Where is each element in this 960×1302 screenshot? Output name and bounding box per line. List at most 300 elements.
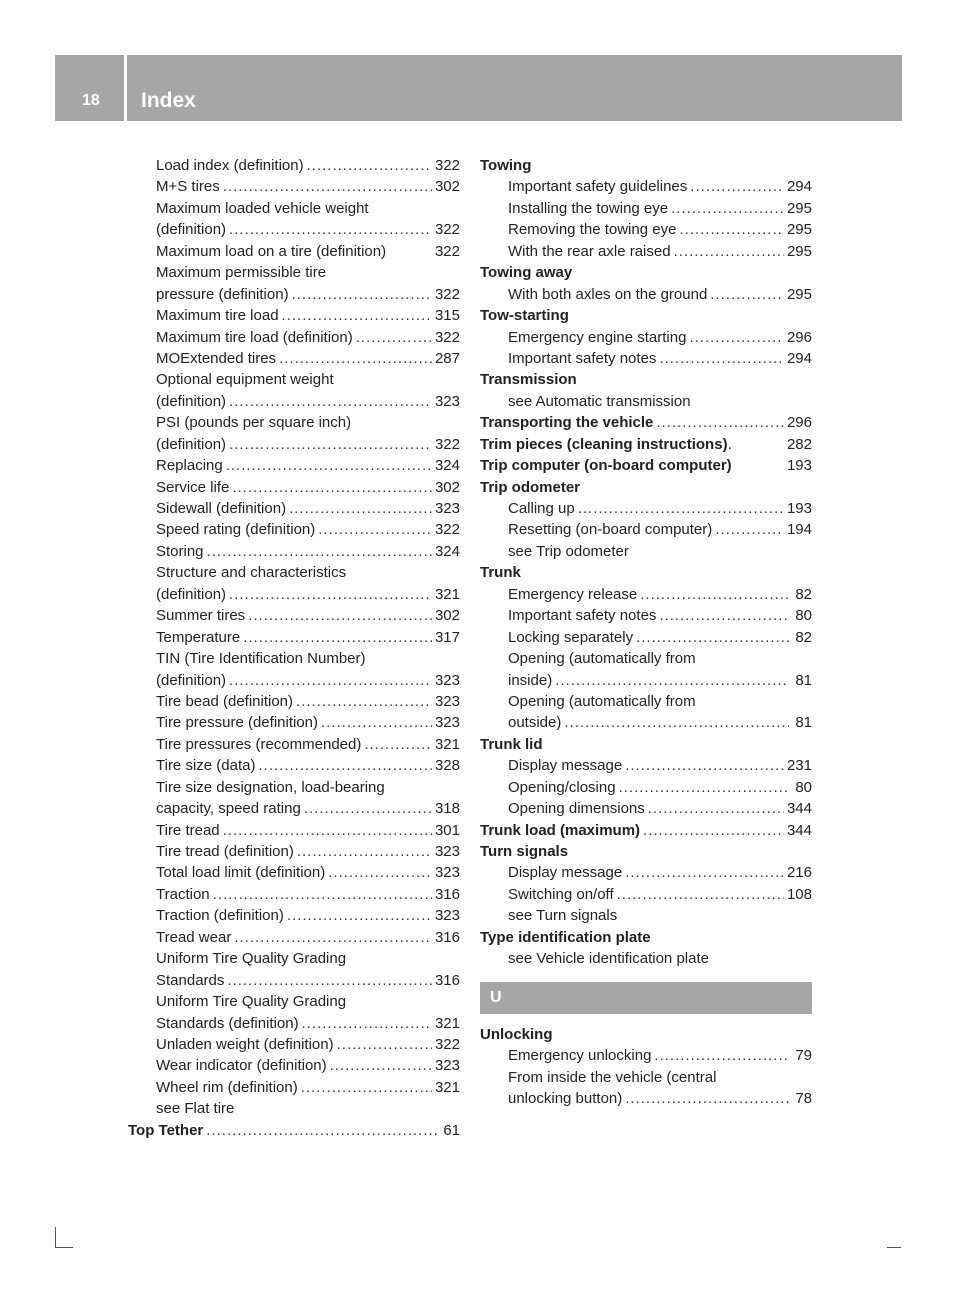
dot-leader <box>282 305 432 326</box>
index-subentry <box>128 755 460 776</box>
index-subentry <box>128 605 460 626</box>
index-subentry <box>480 862 812 883</box>
index-subentry <box>128 1034 460 1055</box>
entry-text: Tire tread (definition) <box>156 843 294 860</box>
index-subentry <box>480 1067 812 1088</box>
dot-leader <box>337 1034 432 1055</box>
index-entry <box>480 412 812 433</box>
entry-text: Opening/closing <box>508 778 616 796</box>
entry-text: PSI (pounds per square inch) <box>156 414 352 432</box>
crop-mark-right <box>887 1247 901 1248</box>
dot-leader <box>229 391 432 412</box>
dot-leader <box>304 798 432 819</box>
index-subentry <box>480 755 812 776</box>
index-subentry <box>480 798 812 819</box>
entry-text: Locking separately <box>508 628 634 646</box>
index-subentry <box>128 241 460 262</box>
letter-section-band: U <box>480 982 812 1014</box>
index-subentry <box>128 434 460 455</box>
index-subentry <box>128 219 460 240</box>
page-reference: 321 <box>434 1078 460 1096</box>
dot-leader <box>659 348 784 369</box>
entry-text: Optional equipment weight <box>156 371 334 389</box>
index-subentry <box>128 862 460 883</box>
index-subentry <box>128 477 460 498</box>
page-reference: 323 <box>434 714 460 732</box>
index-subentry <box>128 198 460 219</box>
dot-leader: . <box>727 435 732 453</box>
index-subentry <box>128 927 460 948</box>
dot-leader <box>679 219 784 240</box>
index-subentry <box>128 455 460 476</box>
index-subentry <box>128 777 460 798</box>
dot-leader <box>258 755 431 776</box>
entry-text: Important safety notes <box>508 607 657 625</box>
index-subentry <box>480 541 812 562</box>
entry-text: Sidewall (definition) <box>156 500 287 517</box>
index-subentry <box>480 348 812 369</box>
entry-text: Speed rating (definition) <box>156 521 316 539</box>
entry-text: With the rear axle raised <box>508 242 671 260</box>
page-reference: 321 <box>434 585 460 603</box>
page-reference: 295 <box>786 242 812 260</box>
entry-text: Service life <box>156 478 230 496</box>
page-reference: 231 <box>786 757 812 775</box>
dot-leader <box>321 712 432 733</box>
dot-leader <box>715 519 784 540</box>
entry-text: Opening (automatically from <box>508 650 696 668</box>
page-reference: 323 <box>434 907 460 925</box>
dot-leader <box>555 670 789 691</box>
entry-text: Traction <box>156 885 210 903</box>
crop-mark-vertical <box>55 1227 56 1248</box>
entry-text: (definition) <box>156 392 227 410</box>
dot-leader <box>636 627 789 648</box>
index-subentry <box>128 155 460 176</box>
dot-leader <box>289 498 432 519</box>
page-reference: 324 <box>434 457 460 475</box>
page-number: 18 <box>82 92 100 109</box>
index-subentry <box>480 627 812 648</box>
index-subentry <box>128 884 460 905</box>
entry-text: Total load limit (definition) <box>156 864 326 882</box>
index-subentry <box>480 519 812 540</box>
entry-text: (definition) <box>156 671 227 689</box>
entry-text: Opening (automatically from <box>508 692 696 710</box>
entry-text: (definition) <box>156 221 227 239</box>
entry-text: Towing <box>480 157 532 174</box>
page-reference: 318 <box>434 800 460 818</box>
entry-text: Turn signals <box>480 843 569 860</box>
section-title: Index <box>141 89 196 112</box>
entry-text: Transmission <box>480 371 577 389</box>
dot-leader <box>297 841 432 862</box>
page-reference: 323 <box>434 843 460 860</box>
entry-text: With both axles on the ground <box>508 285 708 303</box>
page-reference: 316 <box>434 928 460 946</box>
page-reference: 194 <box>786 521 812 539</box>
entry-text: Emergency unlocking <box>508 1047 652 1065</box>
index-subentry <box>128 391 460 412</box>
dot-leader <box>223 820 432 841</box>
index-subentry <box>480 1088 812 1109</box>
index-subentry <box>480 712 812 733</box>
entry-text: Tire pressures (recommended) <box>156 735 362 753</box>
dot-leader <box>656 412 784 433</box>
dot-leader <box>318 519 432 540</box>
index-subentry <box>480 670 812 691</box>
dot-leader <box>671 198 784 219</box>
page-reference: 321 <box>434 1014 460 1032</box>
index-subentry <box>480 241 812 262</box>
index-subentry <box>128 841 460 862</box>
page-reference: 323 <box>434 1057 460 1075</box>
entry-text: Uniform Tire Quality Grading <box>156 950 347 968</box>
page-reference: 216 <box>786 864 812 882</box>
page-reference: 322 <box>434 1035 460 1053</box>
page-reference: 316 <box>434 971 460 989</box>
index-subentry <box>128 562 460 583</box>
index-subentry <box>128 734 460 755</box>
dot-leader <box>287 905 432 926</box>
entry-text: Wheel rim (definition) <box>156 1078 298 1096</box>
dot-leader <box>564 712 789 733</box>
index-entry <box>480 262 812 283</box>
entry-text: Important safety guidelines <box>508 178 688 196</box>
entry-text: capacity, speed rating <box>156 800 301 818</box>
dot-leader <box>207 541 432 562</box>
index-subentry <box>128 498 460 519</box>
index-subentry <box>480 391 812 412</box>
entry-text: pressure (definition) <box>156 285 289 303</box>
entry-text: see Flat tire <box>156 1100 235 1118</box>
index-subentry <box>128 1055 460 1076</box>
page-reference: 322 <box>434 285 460 303</box>
index-entry <box>480 734 812 755</box>
index-entry <box>480 434 812 455</box>
index-entry <box>480 1024 812 1045</box>
page-reference: 282 <box>786 435 812 453</box>
entry-text: Temperature <box>156 628 241 646</box>
index-entry <box>480 369 812 390</box>
entry-text: Transporting the vehicle <box>480 414 654 432</box>
dot-leader <box>625 1088 789 1109</box>
index-entry <box>128 1120 460 1141</box>
entry-text: (definition) <box>156 585 227 603</box>
entry-text: Trunk <box>480 564 521 582</box>
index-subentry <box>128 584 460 605</box>
entry-text: Calling up <box>508 500 575 517</box>
index-subentry <box>480 327 812 348</box>
index-entry <box>480 305 812 326</box>
page-reference: 321 <box>434 735 460 753</box>
index-subentry <box>128 519 460 540</box>
page-reference: 193 <box>786 500 812 517</box>
index-entry <box>480 820 812 841</box>
page-reference: 323 <box>434 671 460 689</box>
index-subentry <box>480 691 812 712</box>
dot-leader <box>689 327 784 348</box>
entry-text: see Vehicle identification plate <box>508 950 709 968</box>
page-reference: 302 <box>434 178 460 196</box>
page-reference: 82 <box>795 628 812 646</box>
page-reference: 322 <box>434 328 460 346</box>
page-reference: 322 <box>434 221 460 239</box>
dot-leader <box>617 884 784 905</box>
entry-text: Display message <box>508 864 623 882</box>
entry-text: Top Tether <box>128 1121 204 1139</box>
entry-text: Tire bead (definition) <box>156 692 294 710</box>
index-subentry <box>480 1045 812 1066</box>
dot-leader <box>213 884 432 905</box>
index-subentry <box>128 948 460 969</box>
entry-text: Standards (definition) <box>156 1014 299 1032</box>
index-entry <box>480 455 812 476</box>
dot-leader <box>229 219 432 240</box>
entry-text: Maximum load on a tire (definition) <box>156 242 387 260</box>
entry-text: Traction (definition) <box>156 907 284 925</box>
page-reference: 80 <box>795 778 812 796</box>
page-reference: 317 <box>434 628 460 646</box>
entry-text: Maximum tire load <box>156 307 279 325</box>
entry-text: Trip odometer <box>480 478 581 496</box>
page-reference: 323 <box>434 500 460 517</box>
entry-text: Replacing <box>156 457 223 475</box>
entry-text: Installing the towing eye <box>508 199 669 217</box>
index-column-right <box>480 155 812 1109</box>
entry-text: Wear indicator (definition) <box>156 1057 327 1075</box>
dot-leader <box>640 584 789 605</box>
entry-text: Maximum tire load (definition) <box>156 328 353 346</box>
index-entry <box>480 155 812 176</box>
page-reference: 322 <box>434 242 460 260</box>
entry-text: see Automatic transmission <box>508 392 691 410</box>
index-subentry <box>128 348 460 369</box>
entry-text: (definition) <box>156 435 227 453</box>
index-subentry <box>480 605 812 626</box>
entry-text: see Turn signals <box>508 907 618 925</box>
dot-leader <box>206 1120 437 1141</box>
entry-text: Tire size designation, load-bearing <box>156 778 385 796</box>
index-subentry <box>128 670 460 691</box>
index-subentry <box>128 648 460 669</box>
dot-leader <box>279 348 432 369</box>
index-entry <box>480 927 812 948</box>
index-subentry <box>480 498 812 519</box>
entry-text: Tire size (data) <box>156 757 256 775</box>
dot-leader <box>307 155 432 176</box>
page-reference: 322 <box>434 435 460 453</box>
index-subentry <box>128 627 460 648</box>
page-reference: 344 <box>786 800 812 818</box>
entry-text: Towing away <box>480 264 573 282</box>
dot-leader <box>619 777 789 798</box>
header-divider <box>124 55 127 121</box>
index-subentry <box>128 712 460 733</box>
entry-text: inside) <box>508 671 553 689</box>
dot-leader <box>296 691 432 712</box>
dot-leader <box>292 284 432 305</box>
entry-text: Resetting (on-board computer) <box>508 521 713 539</box>
page-reference: 302 <box>434 607 460 625</box>
dot-leader <box>625 862 784 883</box>
dot-leader <box>229 670 432 691</box>
entry-text: Maximum permissible tire <box>156 264 327 282</box>
page-reference: 323 <box>434 864 460 882</box>
index-subentry <box>128 991 460 1012</box>
page-reference: 80 <box>795 607 812 625</box>
page-reference: 82 <box>795 585 812 603</box>
page-reference: 324 <box>434 542 460 560</box>
index-subentry <box>128 820 460 841</box>
page-reference: 301 <box>434 821 460 839</box>
index-subentry <box>480 198 812 219</box>
entry-text: Switching on/off <box>508 885 614 903</box>
entry-text: Summer tires <box>156 607 246 625</box>
entry-text: Tow-starting <box>480 307 569 325</box>
entry-text: Unlocking <box>480 1025 553 1043</box>
entry-text: Opening dimensions <box>508 800 645 818</box>
entry-text: Unladen weight (definition) <box>156 1035 334 1053</box>
entry-text: unlocking button) <box>508 1089 623 1107</box>
entry-text: Trip computer (on-board computer) <box>480 457 732 475</box>
dot-leader <box>227 970 432 991</box>
index-subentry <box>480 584 812 605</box>
dot-leader <box>648 798 784 819</box>
entry-text: Maximum loaded vehicle weight <box>156 199 369 217</box>
index-subentry <box>128 327 460 348</box>
page-reference: 323 <box>434 692 460 710</box>
page-reference: 61 <box>443 1121 460 1139</box>
index-subentry <box>128 176 460 197</box>
entry-text: MOExtended tires <box>156 349 277 367</box>
page-reference: 78 <box>795 1089 812 1107</box>
index-subentry <box>128 1098 460 1119</box>
dot-leader <box>302 1013 432 1034</box>
page-reference: 108 <box>786 885 812 903</box>
page-reference: 323 <box>434 392 460 410</box>
dot-leader <box>328 862 432 883</box>
entry-text: Structure and characteristics <box>156 564 347 582</box>
dot-leader <box>710 284 784 305</box>
entry-text: M+S tires <box>156 178 220 196</box>
index-subentry <box>128 284 460 305</box>
dot-leader <box>356 327 432 348</box>
index-entry <box>480 562 812 583</box>
dot-leader <box>643 820 784 841</box>
page-reference: 344 <box>786 821 812 839</box>
page-reference: 294 <box>786 349 812 367</box>
dot-leader <box>243 627 432 648</box>
dot-leader <box>690 176 784 197</box>
entry-text: Tread wear <box>156 928 232 946</box>
page-reference: 328 <box>434 757 460 775</box>
dot-leader <box>232 477 432 498</box>
dot-leader <box>223 176 432 197</box>
page-reference: 296 <box>786 328 812 346</box>
index-subentry <box>128 541 460 562</box>
entry-text: Emergency engine starting <box>508 328 687 346</box>
dot-leader <box>229 584 432 605</box>
index-subentry <box>480 777 812 798</box>
index-subentry <box>128 905 460 926</box>
dot-leader <box>330 1055 432 1076</box>
page-reference: 295 <box>786 221 812 239</box>
entry-text: Uniform Tire Quality Grading <box>156 993 347 1011</box>
entry-text: Removing the towing eye <box>508 221 677 239</box>
index-entry <box>480 477 812 498</box>
page-reference: 315 <box>434 307 460 325</box>
entry-text: Standards <box>156 971 225 989</box>
index-subentry <box>480 176 812 197</box>
index-subentry <box>480 884 812 905</box>
index-subentry <box>480 948 812 969</box>
dot-leader <box>234 927 432 948</box>
entry-text: Trunk load (maximum) <box>480 821 641 839</box>
entry-text: Tire pressure (definition) <box>156 714 319 732</box>
entry-text: Important safety notes <box>508 349 657 367</box>
page-reference: 81 <box>795 671 812 689</box>
dot-leader <box>654 1045 789 1066</box>
page-reference: 79 <box>795 1047 812 1065</box>
dot-leader <box>229 434 432 455</box>
page-reference: 295 <box>786 199 812 217</box>
page-reference: 322 <box>434 521 460 539</box>
page-reference: 287 <box>434 349 460 367</box>
crop-mark-horizontal <box>55 1247 73 1248</box>
entry-text: Display message <box>508 757 623 775</box>
entry-text: Load index (definition) <box>156 157 304 174</box>
page-reference: 316 <box>434 885 460 903</box>
index-subentry <box>128 262 460 283</box>
index-subentry <box>128 305 460 326</box>
index-subentry <box>128 412 460 433</box>
index-subentry <box>128 798 460 819</box>
page-reference: 296 <box>786 414 812 432</box>
page-reference: 294 <box>786 178 812 196</box>
index-subentry <box>128 1013 460 1034</box>
entry-text: outside) <box>508 714 562 732</box>
dot-leader <box>248 605 432 626</box>
dot-leader <box>659 605 789 626</box>
dot-leader <box>301 1077 432 1098</box>
entry-text: Type identification plate <box>480 928 651 946</box>
entry-text: From inside the vehicle (central <box>508 1068 717 1086</box>
page-reference: 193 <box>786 457 812 475</box>
page-reference: 81 <box>795 714 812 732</box>
entry-text: Tire tread <box>156 821 220 839</box>
entry-text: Trunk lid <box>480 735 543 753</box>
index-subentry <box>128 369 460 390</box>
dot-leader <box>625 755 784 776</box>
index-subentry <box>480 219 812 240</box>
index-entry <box>480 841 812 862</box>
entry-text: Trim pieces (cleaning instructions) <box>480 435 728 453</box>
page-reference: 302 <box>434 478 460 496</box>
entry-text: TIN (Tire Identification Number) <box>156 650 366 668</box>
page-reference: 295 <box>786 285 812 303</box>
index-subentry <box>128 691 460 712</box>
entry-text: Emergency release <box>508 585 638 603</box>
index-subentry <box>128 970 460 991</box>
page-reference: 322 <box>434 157 460 174</box>
dot-leader <box>364 734 432 755</box>
index-column-left <box>128 155 460 1141</box>
dot-leader <box>578 498 784 519</box>
dot-leader <box>674 241 784 262</box>
entry-text: Storing <box>156 542 204 560</box>
index-subentry <box>480 648 812 669</box>
